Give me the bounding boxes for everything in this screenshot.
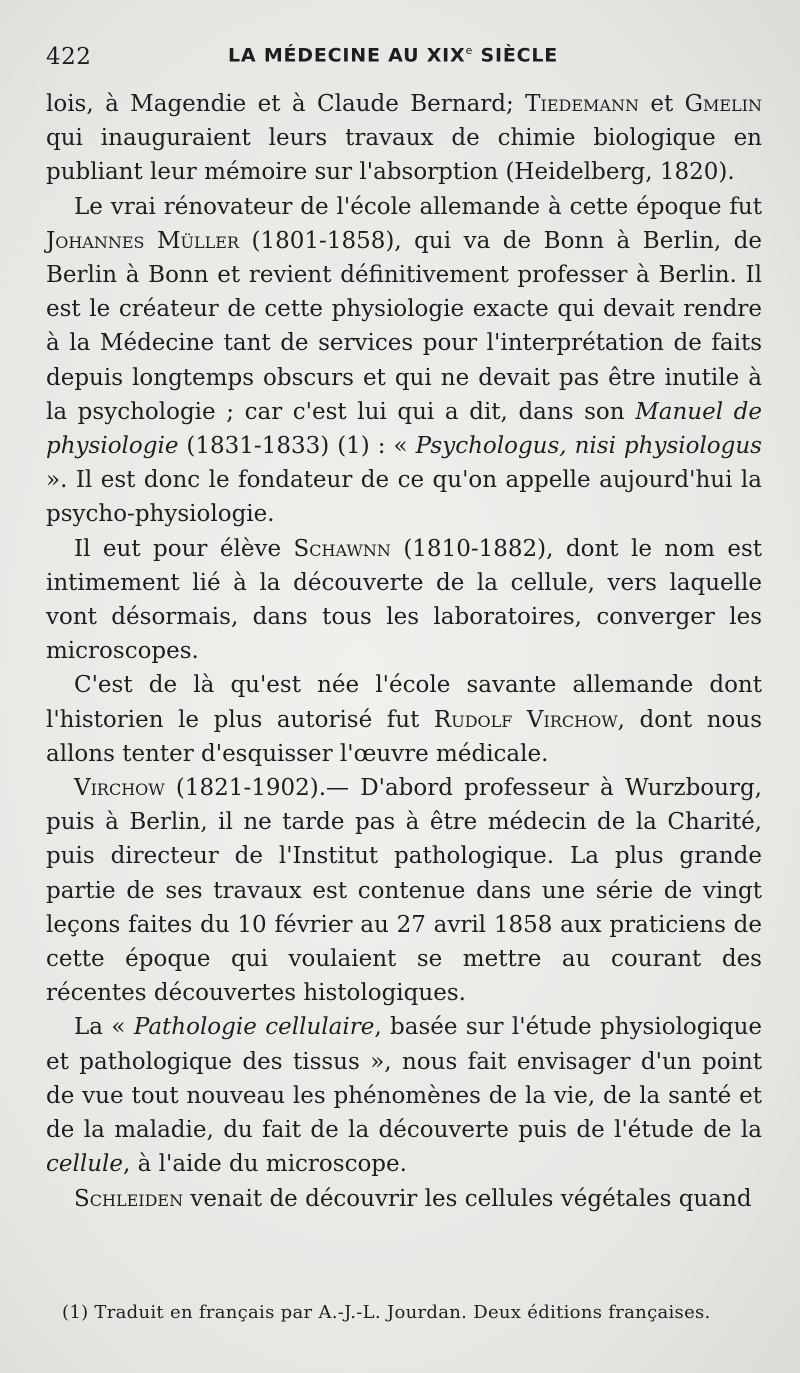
name-tiedemann: Tiedemann <box>525 91 639 117</box>
name-schleiden: Schleiden <box>74 1185 184 1212</box>
name-rudolf-virchow: Rudolf Virchow <box>433 706 618 733</box>
running-header <box>46 40 756 80</box>
paragraph-virchow: Virchow (1821-1902).— D'abord professeur à Wurzbourg, puis à Berlin, il ne tarde pas à être médecin de la Charité, puis directeur de l'Institut pathologique. La plus grande partie de ses travaux est contenue dans une série de vingt leçons faites du 10 février au 27 avril 1858 aux praticiens de cette époque qui voulaient se mettre au courant des récentes découvertes histologiques. <box>46 775 762 1007</box>
footnote: (1) Traduit en français par A.-J.-L. Jourdan. Deux éditions françaises. <box>62 1302 711 1323</box>
title-manuel-physiologie: Manuel de physiologie <box>46 398 762 460</box>
body-text <box>46 87 762 1216</box>
page-number: 422 <box>46 44 92 70</box>
paragraph-pathologie-cellulaire: La « Pathologie cellulaire, basée sur l'étude physiologique et pathologique des tissus », nous fait envisager d'un point de vue tout nouveau les phénomènes de la vie, de la santé et de la maladie, du fait de la découverte puis de l'étude de la cellule, à l'aide du microscope. <box>46 1014 762 1178</box>
word-cellule: cellule <box>46 1151 123 1178</box>
quote-psychologus: Psychologus, nisi physiologus <box>415 433 762 460</box>
paragraph-ecole-allemande: C'est de là qu'est née l'école savante allemande dont l'historien le plus autorisé fut Rudolf Virchow, dont nous allons tenter d'esquisser l'œuvre médicale. <box>46 672 762 767</box>
paragraph-schawnn: Il eut pour élève Schawnn (1810-1882), dont le nom est intimement lié à la découverte de la cellule, vers laquelle vont désormais, dans tous les laboratoires, converger les microscopes. <box>46 535 763 665</box>
paragraph-magendie: lois, à Magendie et à Claude Bernard; Tiedemann et Gmelin qui inauguraient leurs travaux de chimie biologique en publiant leur mémoire sur l'absorption (Heidelberg, 1820). <box>46 91 762 186</box>
name-gmelin: Gmelin <box>684 91 762 117</box>
running-title: LA MÉDECINE AU XIXe SIÈCLE <box>228 44 559 67</box>
name-virchow: Virchow <box>74 775 165 802</box>
title-pathologie-cellulaire: Pathologie cellulaire <box>133 1014 375 1041</box>
paragraph-muller: Le vrai rénovateur de l'école allemande à cette époque fut Johannes Müller (1801-1858), qui va de Bonn à Berlin, de Berlin à Bonn et revient définitivement professer à Berlin. Il est le créateur de cette physiologie exacte qui devait rendre à la Médecine tant de services pour l'interprétation de faits depuis longtemps obscurs et qui ne devait pas être inutile à la psychologie ; car c'est lui qui a dit, dans son Manuel de physiologie (1831-1833) (1) : « Psychologus, nisi physiologus ». Il est donc le fondateur de ce qu'on appelle aujourd'hui la psycho-physiologie. <box>46 193 762 528</box>
paragraph-schleiden: Schleiden venait de découvrir les cellules végétales quand <box>74 1185 752 1212</box>
name-schawnn: Schawnn <box>293 535 391 562</box>
name-johannes-muller: Johannes Müller <box>46 227 240 254</box>
